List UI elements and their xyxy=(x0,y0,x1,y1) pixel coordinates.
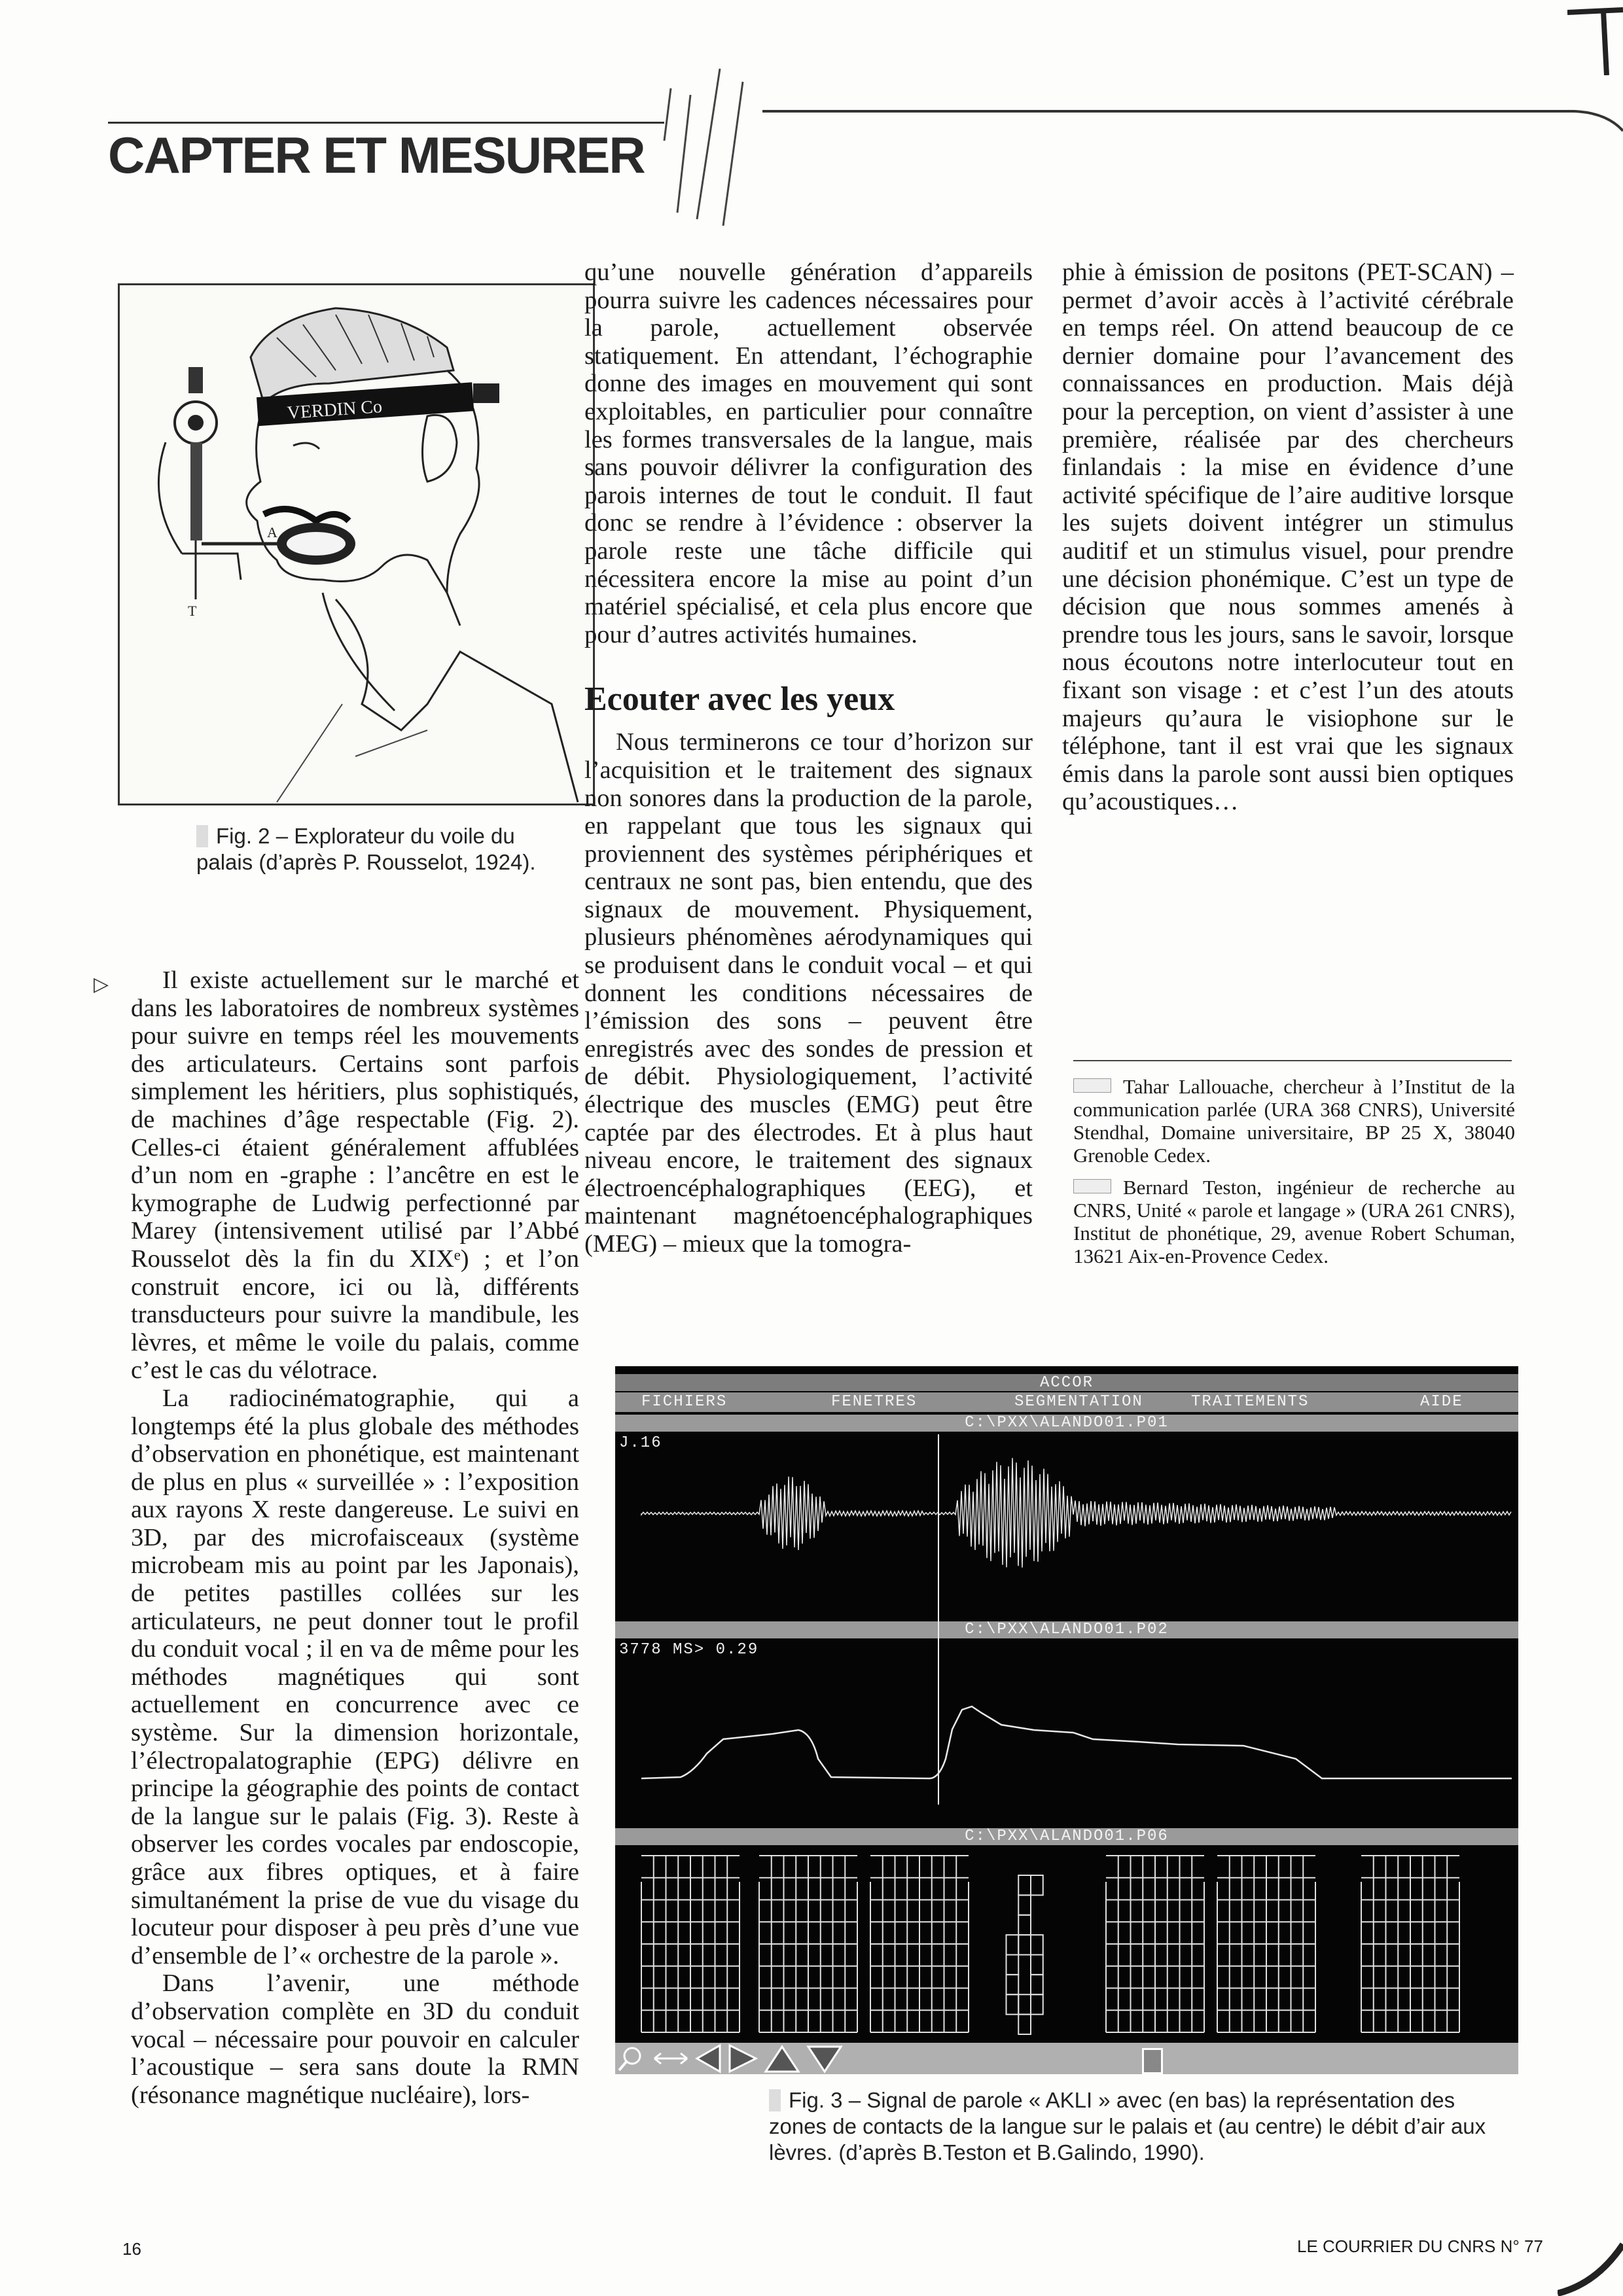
paragraph: La radiocinématographie, qui a longtemps été la plus globale des méthodes d’observation en phonétique, est maintenant de plus en plus « surveillée » : l’exposition aux rayons X reste dangereuse. Le suivi en 3D, par des microfaisceaux (système microbeam mis au point par les Japonais), de petites pastilles collées sur les articulateurs, ne peut donner tout le profil du conduit vocal ; il en va de même pour les méthodes magnétiques qui sont actuellement en concurrence avec ce système. Sur la dimension horizontale, l’électropalatographie (EPG) délivre en principe la géographie des points de contact de la langue sur le palais (Fig. 3). Reste à observer les cordes vocales par endoscopie, grâce aux fibres optiques, et à faire simultanément la prise de vue du visage du locuteur pour disposer à peu près d’une vue d’ensemble de l’« orchestre de la parole ». xyxy=(131,1384,579,1969)
palatograms xyxy=(641,1856,1459,2034)
headband-text: VERDIN Co xyxy=(286,396,383,423)
header-rule-right xyxy=(762,98,1623,137)
paragraph: Dans l’avenir, une méthode d’observation complète en 3D du conduit vocal – nécessaire pour pouvoir en calculer l’acoustique – sera sans doute la RMN (résonance magnétique nucléaire), lors- xyxy=(131,1969,579,2109)
speech-waveform xyxy=(641,1458,1511,1567)
panel-1-readout: J.16 xyxy=(619,1434,662,1452)
author-marker xyxy=(1073,1078,1111,1093)
authors-rule xyxy=(1073,1060,1512,1061)
palatogram-cell xyxy=(1018,2015,1031,2034)
palatogram xyxy=(641,1856,740,2032)
left-arrow-icon[interactable] xyxy=(697,2045,720,2072)
label-a: A xyxy=(267,524,277,540)
continuation-arrow-icon: ▷ xyxy=(94,973,109,996)
paragraph: Nous terminerons ce tour d’horizon sur l’acquisition et le traitement des signaux non sonores dans la production de la parole, en rappelant que tous les signaux qui proviennent des systèmes périphériques et centraux ne sont pas, bien entendu, que des signaux de mouvement. Physiquement, plusieurs phénomènes aérodynamiques qui se produisent dans le conduit vocal – et qui donnent les conditions nécessaires de l’émission des sons – peuvent être enregistrés avec des sondes de pression et de débit. Physiologiquement, l’activité électrique des muscles (EMG) peut être captée par des électrodes. Et à plus haut niveau encore, le traitement des signaux électroencéphalographiques (EEG), et maintenant magnétoencéphalographiques (MEG) – mieux que la tomogra- xyxy=(584,728,1033,1258)
figure-2 xyxy=(118,283,595,805)
trash-icon[interactable] xyxy=(1142,2048,1163,2074)
velum-explorer-illustration xyxy=(120,285,593,804)
panel-2-file: C:\PXX\ALANDO01.P02 xyxy=(965,1621,1169,1638)
app-title: ACCOR xyxy=(1039,1374,1094,1392)
author-text: Tahar Lallouache, chercheur à l’Institut de la communication parlée (URA 368 CNRS), Université Stendhal, Domaine universitaire, BP 25 X, 38040 Grenoble Cedex. xyxy=(1073,1075,1515,1167)
arrows-icon[interactable] xyxy=(654,2053,687,2064)
palatogram-cell xyxy=(1031,1955,1043,1975)
journal-name: LE COURRIER DU CNRS N° 77 xyxy=(1297,2236,1543,2256)
palatogram xyxy=(759,1856,857,2032)
figure-3-caption-text: Fig. 3 – Signal de parole « AKLI » avec (en bas) la représentation des zones de contacts de la langue sur le palais et (au centre) le débit d’air aux lèvres. (d’après B.Teston et B.Galindo, 1990). xyxy=(769,2088,1486,2164)
author-marker xyxy=(1073,1179,1111,1193)
paragraph: Il existe actuellement sur le marché et dans les laboratoires de nombreux systèmes pour suivre en temps réel les mouvements des articulateurs. Certains sont parfois simplement les héritiers, plus sophistiqués, de machines d’âge respectable (Fig. 2). Celles-ci étaient généralement affublées d’un nom en -graphe : l’ancêtre en est le kymographe de Ludwig perfectionné par Marey (intensivement utilisé par l’Abbé Rousselot dès la fin du XIXᵉ) ; et l’on construit encore, ici ou là, différents transducteurs pour suivre la mandibule, les lèvres, et même le voile du palais, comme c’est le cas du vélotrace. xyxy=(131,966,579,1385)
header-slash-lines xyxy=(651,49,769,226)
author-note xyxy=(1073,1075,1515,1167)
header-rule-left xyxy=(108,122,664,124)
up-arrow-icon[interactable] xyxy=(766,2047,798,2072)
right-arrow-icon[interactable] xyxy=(730,2045,756,2072)
corner-mark xyxy=(1567,3,1623,75)
column-right xyxy=(1062,258,1514,816)
palatogram-cell xyxy=(1007,1994,1019,2014)
paragraph: phie à émission de positons (PET-SCAN) – permet d’avoir accès à l’activité cérébrale en temps réel. On attend beaucoup de ce dernier domaine pour l’avancement des connaissances en production. Mais déjà pour la perception, on vient d’assister à une première, réalisée par des chercheurs finlandais : la mise en évidence d’une activité spécifique de l’aire auditive lorsque les sujets doivent intégrer un stimulus auditif et un stimulus visuel, pour prendre une décision phonémique. C’est un type de décision que nous sommes amenés à prendre tous les jours, sans le savoir, lorsque nous écoutons notre interlocuteur tout en fixant son visage : et c’est l’un des atouts majeurs qu’aura le visiophone sur le téléphone, tant il est vrai que les signaux émis dans la parole sont aussi bien optiques qu’acoustiques… xyxy=(1062,258,1514,816)
waveform-trace xyxy=(641,1458,1511,1567)
column-middle xyxy=(584,258,1033,1258)
toolbar-icons xyxy=(615,2043,1021,2074)
caption-marker xyxy=(196,825,208,847)
panel-1-file: C:\PXX\ALANDO01.P01 xyxy=(965,1414,1169,1432)
palatogram-cell xyxy=(1031,1935,1043,1954)
palatogram xyxy=(1106,1856,1204,2032)
palatogram-cell xyxy=(1007,1975,1019,1994)
subheading: Ecouter avec les yeux xyxy=(584,680,895,718)
palatogram xyxy=(1217,1856,1315,2032)
figure-3-screen xyxy=(615,1366,1518,2074)
palatogram xyxy=(870,1856,969,2032)
palatogram-cell xyxy=(1031,1875,1043,1895)
palatogram-cell xyxy=(1031,1994,1043,2014)
down-arrow-icon[interactable] xyxy=(808,2047,841,2072)
palatogram-cell xyxy=(1018,1935,1031,1954)
palatogram-cell xyxy=(1018,1875,1031,1895)
menu-fenetres[interactable]: FENETRES xyxy=(831,1393,918,1411)
menu-traitements[interactable]: TRAITEMENTS xyxy=(1191,1393,1310,1411)
page-number: 16 xyxy=(122,2239,141,2259)
label-t: T xyxy=(188,603,197,619)
figure-2-caption-text: Fig. 2 – Explorateur du voile du palais (d’après P. Rousselot, 1924). xyxy=(196,824,536,874)
menu-fichiers[interactable]: FICHIERS xyxy=(641,1393,728,1411)
palatogram xyxy=(1361,1856,1459,2032)
column-left xyxy=(131,966,579,2109)
paragraph: qu’une nouvelle génération d’appareils pourra suivre les cadences nécessaires pour la parole, actuellement observée statiquement. En attendant, l’échographie donne des images en mouvement qui sont exploitables, en particulier pour connaître les formes transversales de la langue, mais sans pouvoir délivrer la configuration des parois internes de tout le conduit. Il faut donc se rendre à l’évidence : observer la parole reste une tâche difficile qui nécessitera encore la mise au point d’un matériel spécialisé, et cela plus encore que pour d’autres activités humaines. xyxy=(584,258,1033,648)
palatogram-cell xyxy=(1018,1895,1031,1915)
palatogram-cell xyxy=(1018,1915,1031,1935)
figure-2-caption xyxy=(196,823,563,875)
menu-aide[interactable]: AIDE xyxy=(1420,1393,1463,1411)
palatogram-cell xyxy=(1007,1935,1019,1954)
author-note xyxy=(1073,1176,1515,1267)
author-text: Bernard Teston, ingénieur de recherche au CNRS, Unité « parole et langage » (URA 261 CNRS), Institut de phonétique, 29, avenue Robert Schuman, 13621 Aix-en-Provence Cedex. xyxy=(1073,1176,1515,1267)
palatogram-cell xyxy=(1018,1994,1031,2014)
figure-3-caption xyxy=(769,2087,1515,2166)
panel-2-readout: 3778 MS> 0.29 xyxy=(619,1641,759,1659)
section-title: CAPTER ET MESURER xyxy=(108,126,645,184)
airflow-curve xyxy=(641,1706,1512,1778)
menu-segmentation[interactable]: SEGMENTATION xyxy=(1014,1393,1143,1411)
corner-curve xyxy=(1558,2238,1623,2296)
caption-marker xyxy=(769,2089,781,2111)
authors xyxy=(1073,1075,1515,1267)
zoom-icon[interactable] xyxy=(619,2048,640,2070)
palatogram-cell xyxy=(1031,1975,1043,1994)
signal-plots xyxy=(615,1366,1518,2074)
toolbar xyxy=(615,2043,1518,2074)
palatogram-cell xyxy=(1007,1955,1019,1975)
palatogram xyxy=(1007,1875,1043,2034)
panel-3-file: C:\PXX\ALANDO01.P06 xyxy=(965,1828,1169,1845)
